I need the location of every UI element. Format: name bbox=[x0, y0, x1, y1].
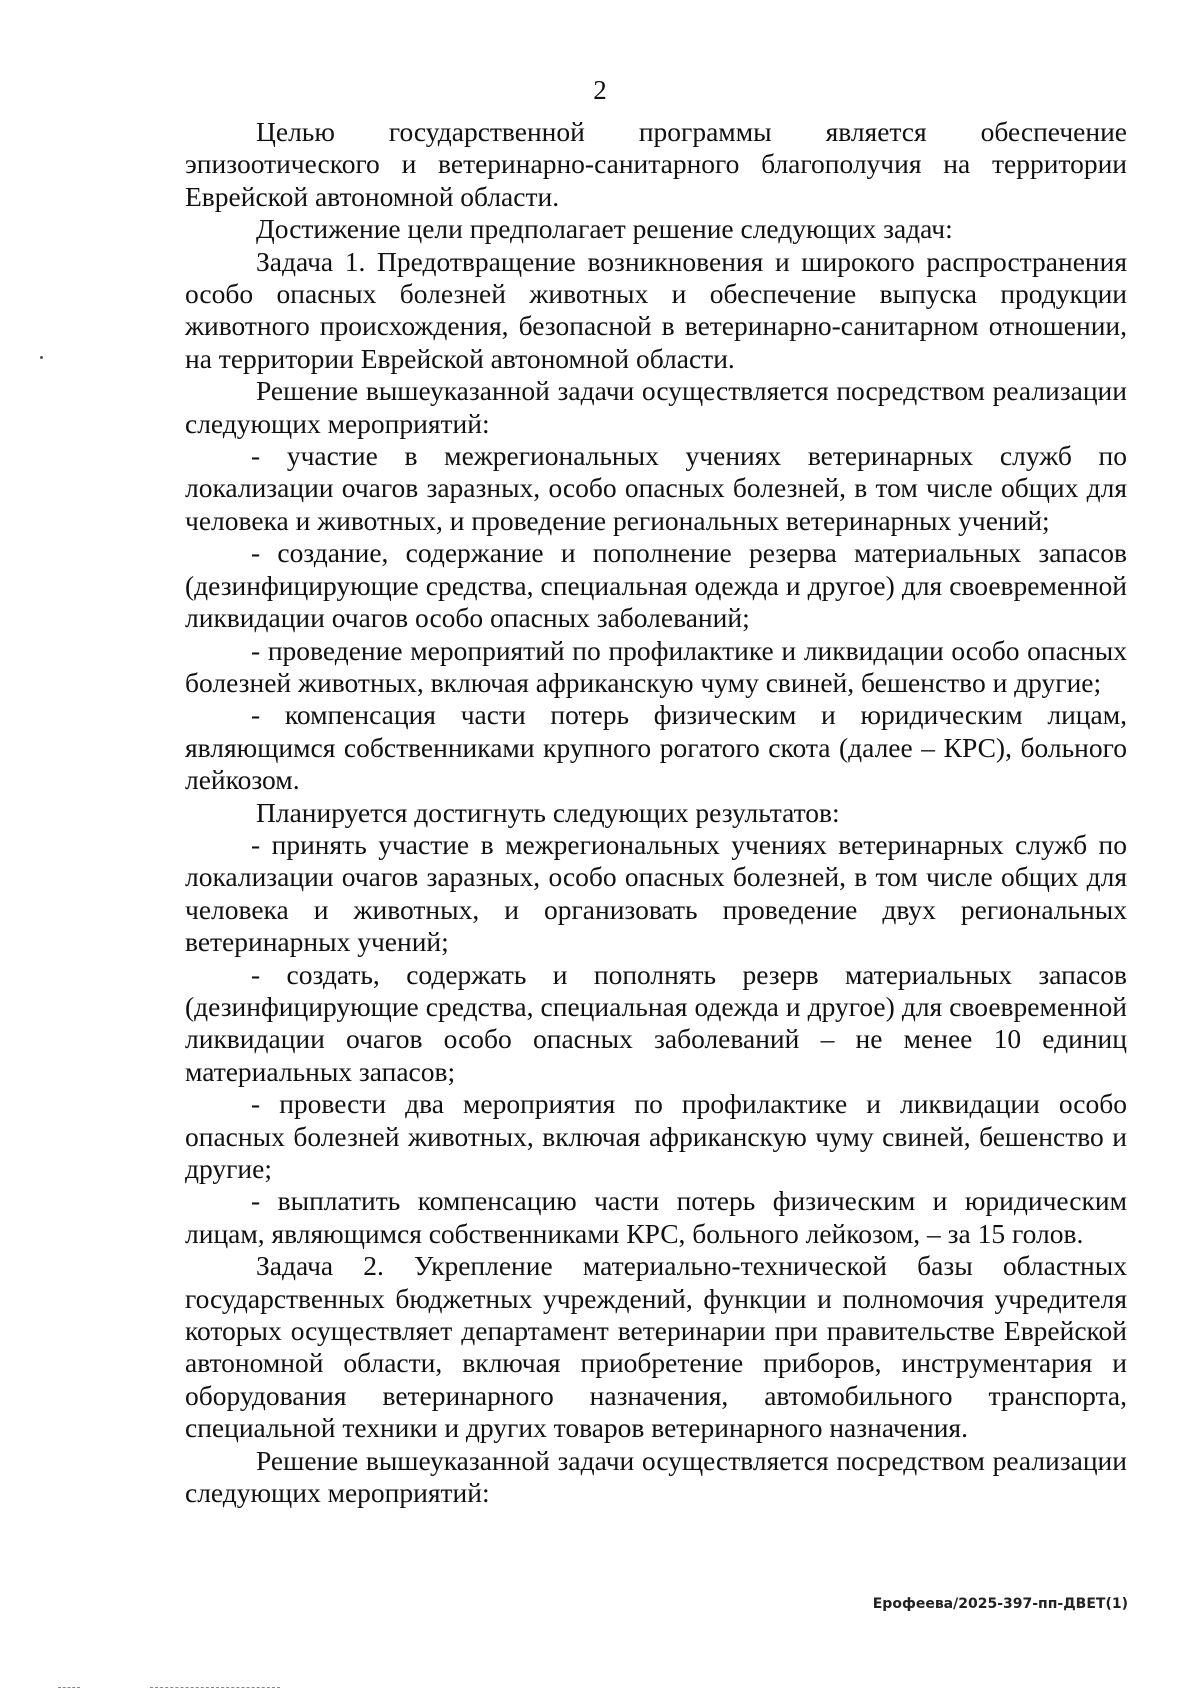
page-number: 2 bbox=[593, 75, 607, 105]
paragraph-task-2: Задача 2. Укрепление материально-технической базы областных государственных бюджетных учреждений, функции и полномочия учредителя которых осуществляет департамент ветеринарии при правительстве Еврейской автономной области, включая приобретение приборов, инструментария и оборудования ветеринарного назначения, автомобильного транспорта, специальной техники и других товаров ветеринарного назначения. bbox=[185, 1250, 1127, 1444]
document-body bbox=[185, 116, 1127, 1509]
paragraph-results-intro: Планируется достигнуть следующих результатов: bbox=[256, 796, 840, 828]
paragraph-goal: Целью государственной программы является обеспечение эпизоотического и ветеринарно-санитарного благополучия на территории Еврейской автономной области. bbox=[185, 116, 1127, 212]
list-item: - провести два мероприятия по профилактике и ликвидации особо опасных болезней животных, включая африканскую чуму свиней, бешенство и другие; bbox=[185, 1088, 1127, 1184]
document-registration-code: Ерофеева/2025-397-пп-ДВЕТ(1) bbox=[872, 1596, 1128, 1612]
scan-artifact-dot bbox=[40, 356, 43, 359]
list-item: - компенсация части потерь физическим и юридическим лицам, являющимся собственниками крупного рогатого скота (далее – КРС), больного лейкозом. bbox=[185, 699, 1127, 796]
scan-artifact-line bbox=[150, 1687, 280, 1689]
paragraph-task-1-solution: Решение вышеуказанной задачи осуществляется посредством реализации следующих мероприятий: bbox=[185, 375, 1127, 439]
paragraph-tasks-intro: Достижение цели предполагает решение следующих задач: bbox=[256, 213, 953, 245]
list-item: - выплатить компенсацию части потерь физическим и юридическим лицам, являющимся собственниками КРС, больного лейкозом, – за 15 голов. bbox=[185, 1185, 1127, 1249]
list-item: - участие в межрегиональных учениях ветеринарных служб по локализации очагов заразных, особо опасных болезней, в том числе общих для человека и животных, и проведение региональных ветеринарных учений; bbox=[185, 440, 1127, 536]
scan-artifact-line bbox=[58, 1687, 80, 1689]
list-item: - принять участие в межрегиональных учениях ветеринарных служб по локализации очагов заразных, особо опасных болезней, в том числе общих для человека и животных, и организовать проведение двух региональных ветеринарных учений; bbox=[185, 828, 1127, 958]
paragraph-task-1: Задача 1. Предотвращение возникновения и широкого распространения особо опасных болезней животных и обеспечение выпуска продукции животного происхождения, безопасной в ветеринарно-санитарном отношении, на территории Еврейской автономной области. bbox=[185, 245, 1127, 374]
list-item: - создать, содержать и пополнять резерв материальных запасов (дезинфицирующие средства, специальная одежда и другое) для своевременной ликвидации очагов особо опасных заболеваний – не менее 10 единиц материальных запасов; bbox=[185, 958, 1127, 1087]
list-item: - создание, содержание и пополнение резерва материальных запасов (дезинфицирующие средства, специальная одежда и другое) для своевременной ликвидации очагов особо опасных заболеваний; bbox=[185, 537, 1127, 634]
paragraph-task-2-solution: Решение вышеуказанной задачи осуществляется посредством реализации следующих мероприятий: bbox=[185, 1444, 1127, 1509]
list-item: - проведение мероприятий по профилактике и ликвидации особо опасных болезней животных, включая африканскую чуму свиней, бешенство и другие; bbox=[185, 634, 1127, 698]
